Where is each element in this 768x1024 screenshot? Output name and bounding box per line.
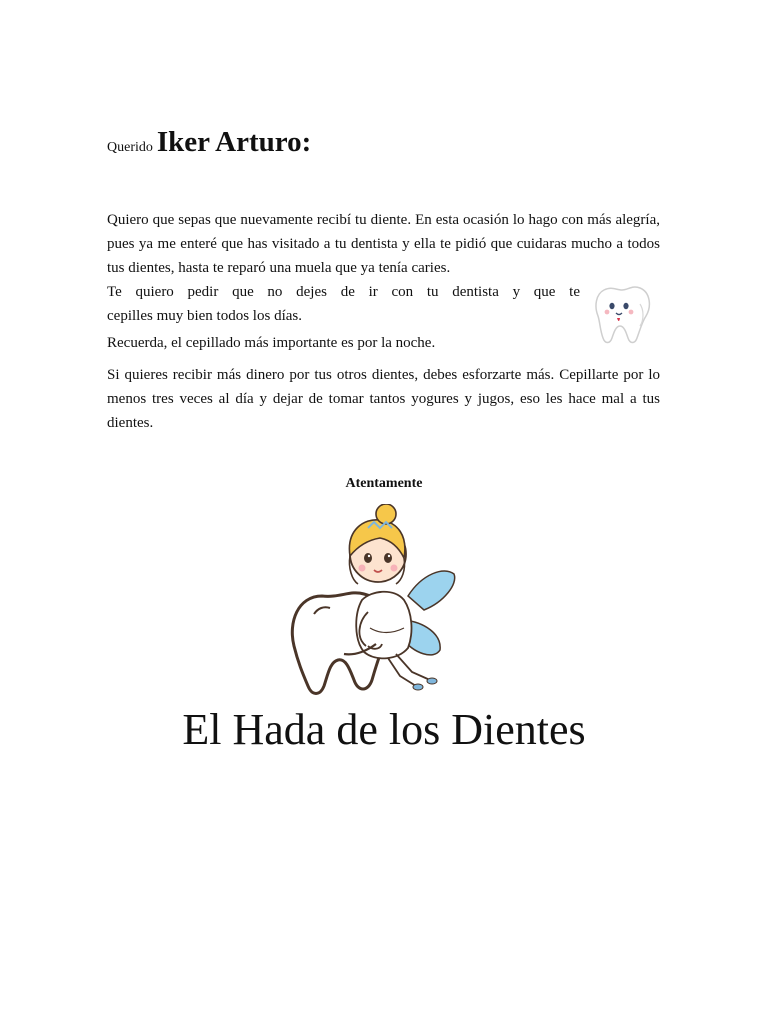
paragraph-1-line-5: cepilles muy bien todos los días. — [107, 308, 302, 324]
greeting — [107, 126, 311, 159]
signature: El Hada de los Dientes — [182, 705, 586, 754]
paragraph-1-line-4: Te quiero pedir que no dejes de ir con tu dentista y que te — [107, 284, 580, 300]
closing: Atentamente — [345, 476, 423, 491]
greeting-prefix: Querido — [107, 140, 153, 155]
tooth-fairy-illustration — [284, 504, 484, 704]
greeting-name: Iker Arturo: — [156, 126, 312, 158]
paragraph-1 — [107, 208, 660, 328]
paragraph-2: Recuerda, el cepillado más importante es por la noche. — [107, 335, 436, 351]
paragraph-3: Si quieres recibir más dinero por tus otros dientes, debes esforzarte más. Cepillarte por lo menos tres veces al día y dejar de tomar tantos yogures y jugos, eso les hace mal a tus dientes. — [107, 367, 660, 431]
paragraph-1-text: Quiero que sepas que nuevamente recibí tu diente. En esta ocasión lo hago con más alegría, pues ya me enteré que has visitado a tu dentista y ella te pidió que cuidaras mucho a todos tus dientes, hasta te reparó una muela que ya tenía caries. — [107, 212, 660, 276]
